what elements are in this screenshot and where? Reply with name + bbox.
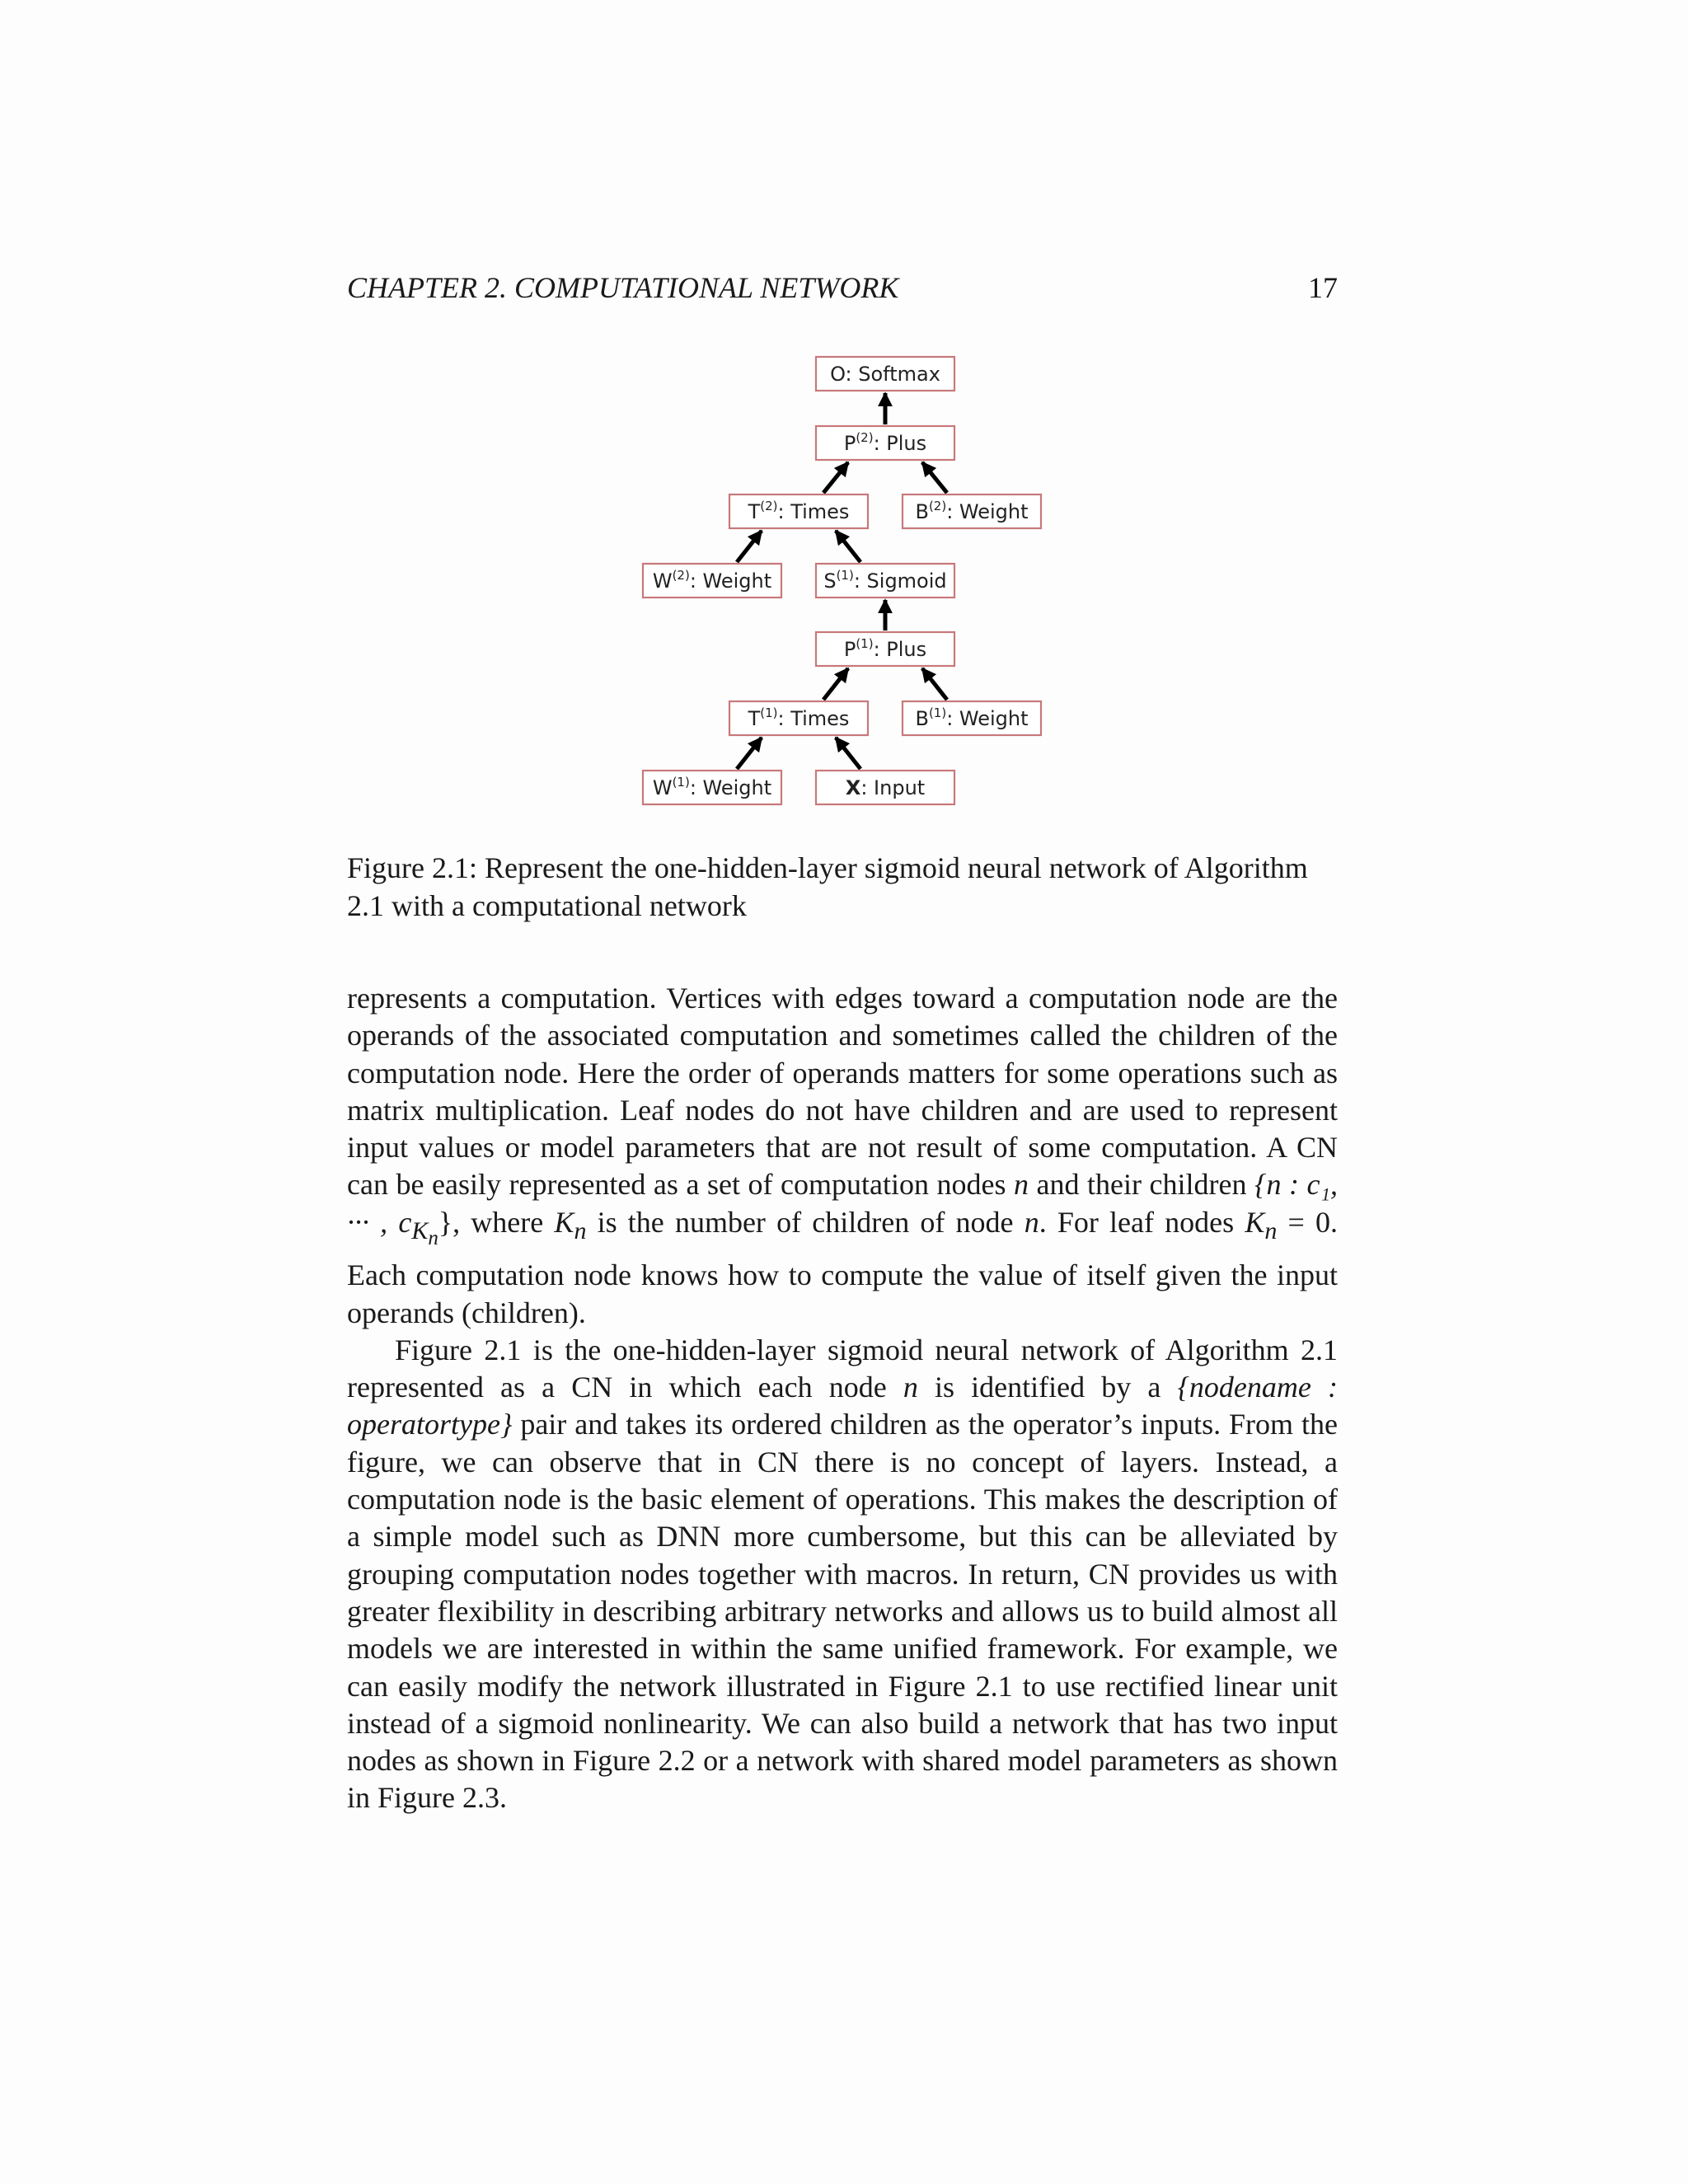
node-label bbox=[653, 775, 771, 799]
node-symbol: T bbox=[748, 500, 761, 523]
node-symbol: W bbox=[652, 569, 673, 593]
edge-b2-to-p2 bbox=[922, 462, 947, 493]
body-text bbox=[347, 980, 1338, 1817]
text-run: and their children bbox=[1029, 1168, 1255, 1202]
node-b2 bbox=[903, 494, 1041, 528]
node-t2 bbox=[729, 494, 868, 528]
math-sub bbox=[411, 1216, 438, 1249]
node-superscript: (1) bbox=[672, 775, 690, 790]
node-symbol: W bbox=[652, 776, 673, 799]
node-superscript: (2) bbox=[672, 568, 690, 583]
node-t1 bbox=[729, 701, 868, 735]
node-symbol: O bbox=[830, 363, 846, 386]
node-w2 bbox=[643, 564, 781, 598]
node-symbol: X bbox=[845, 776, 861, 799]
node-symbol: B bbox=[915, 707, 929, 730]
node-operator: : Plus bbox=[873, 638, 927, 661]
text-run: . For leaf nodes bbox=[1039, 1205, 1245, 1239]
node-s1 bbox=[816, 564, 954, 598]
running-header bbox=[347, 269, 1338, 307]
node-symbol: S bbox=[823, 569, 837, 593]
math-set-open: {n : c₁, ··· , c bbox=[347, 1168, 1338, 1239]
math-pair: {nodename : operatortype} bbox=[347, 1371, 1338, 1441]
node-x bbox=[816, 771, 954, 804]
text-run: Figure 2.1 is the one-hidden-layer sigmoid neural network of Algorithm 2.1 represented as a CN in which each node bbox=[347, 1333, 1338, 1404]
figure-caption: Figure 2.1: Represent the one-hidden-layer sigmoid neural network of Algorithm 2.1 with a computational network bbox=[347, 851, 1308, 922]
node-superscript: (1) bbox=[856, 636, 874, 651]
text-run: is identified by a bbox=[917, 1371, 1178, 1404]
node-operator: : Sigmoid bbox=[853, 569, 947, 593]
text-run: , where bbox=[452, 1205, 555, 1239]
edge-s1-to-t2 bbox=[836, 531, 860, 562]
math-var: n bbox=[1014, 1168, 1029, 1202]
node-symbol: P bbox=[843, 638, 856, 661]
node-operator: : Weight bbox=[689, 569, 772, 593]
math-k: K bbox=[554, 1205, 574, 1239]
math-kn bbox=[554, 1205, 587, 1244]
math-sub-k: K bbox=[411, 1216, 429, 1244]
node-superscript: (2) bbox=[928, 499, 947, 513]
node-superscript: (1) bbox=[928, 705, 947, 720]
node-symbol: B bbox=[915, 500, 929, 523]
node-w1 bbox=[643, 771, 781, 804]
text-run: represents a computation. Vertices with edges toward a computation node are the operands of the associated computation and sometimes called the children of the computation node. Here the order of operands matters for some operations such as matrix multiplication. Leaf nodes do not have children and are used to represent input values or model parameters that are not result of some computation. A CN can be easily represented as a set of computation nodes bbox=[347, 982, 1338, 1202]
node-p1 bbox=[816, 632, 954, 666]
node-superscript: (2) bbox=[760, 499, 778, 513]
computational-network-figure bbox=[635, 350, 1047, 812]
node-operator: : Times bbox=[777, 707, 850, 730]
node-operator: : Plus bbox=[873, 432, 927, 455]
node-superscript: (1) bbox=[760, 705, 778, 720]
edge-t2-to-p2 bbox=[823, 462, 848, 493]
node-label bbox=[653, 568, 771, 593]
math-sub: n bbox=[574, 1216, 587, 1244]
math-subsub: n bbox=[428, 1226, 438, 1249]
node-superscript: (1) bbox=[836, 568, 854, 583]
node-superscript: (2) bbox=[856, 430, 874, 445]
math-sub: n bbox=[1264, 1216, 1278, 1244]
edge-w2-to-t2 bbox=[737, 531, 762, 562]
node-operator: : Times bbox=[777, 500, 850, 523]
text-run: is the number of children of node bbox=[586, 1205, 1025, 1239]
edge-b1-to-p1 bbox=[922, 668, 947, 700]
node-operator: : Weight bbox=[946, 707, 1029, 730]
math-k: K bbox=[1245, 1205, 1265, 1239]
node-symbol: T bbox=[748, 707, 761, 730]
paragraph-2 bbox=[347, 1332, 1338, 1817]
network-diagram bbox=[635, 350, 1047, 812]
page-number: 17 bbox=[1308, 271, 1338, 304]
node-o bbox=[816, 357, 954, 391]
node-p2 bbox=[816, 426, 954, 460]
math-kn bbox=[1245, 1205, 1278, 1244]
edge-w1-to-t1 bbox=[737, 738, 762, 769]
math-set-close: } bbox=[438, 1205, 453, 1239]
text-run: . Each computation node knows how to compute the value of itself given the input operands (children). bbox=[347, 1205, 1338, 1329]
node-symbol: P bbox=[843, 432, 856, 455]
paragraph-1 bbox=[347, 980, 1338, 1332]
math-var: n bbox=[903, 1371, 918, 1404]
math-var: n bbox=[1024, 1205, 1039, 1239]
node-operator: : Input bbox=[860, 776, 926, 799]
edge-x-to-t1 bbox=[836, 738, 860, 769]
chapter-title: CHAPTER 2. COMPUTATIONAL NETWORK bbox=[347, 271, 899, 304]
node-label bbox=[846, 776, 925, 799]
node-operator: : Weight bbox=[946, 500, 1029, 523]
node-b1 bbox=[903, 701, 1041, 735]
edge-t1-to-p1 bbox=[823, 668, 848, 700]
node-label bbox=[830, 363, 940, 386]
node-operator: : Softmax bbox=[845, 363, 940, 386]
text-run: pair and takes its ordered children as the operator’s inputs. From the figure, we can observe that in CN there is no concept of layers. Instead, a computation node is the basic element of operations. This makes the description of a simple model such as DNN more cumbersome, but this can be alleviated by grouping computation nodes together with macros. In return, CN provides us with greater flexibility in describing arbitrary networks and allows us to build almost all models we are interested in within the same unified framework. For example, we can easily modify the network illustrated in Figure 2.1 to use rectified linear unit instead of a sigmoid nonlinearity. We can also build a network that has two input nodes as shown in Figure 2.2 or a network with shared model parameters as shown in Figure 2.3. bbox=[347, 1408, 1338, 1815]
node-operator: : Weight bbox=[689, 776, 772, 799]
math-eq: = 0 bbox=[1277, 1205, 1330, 1239]
